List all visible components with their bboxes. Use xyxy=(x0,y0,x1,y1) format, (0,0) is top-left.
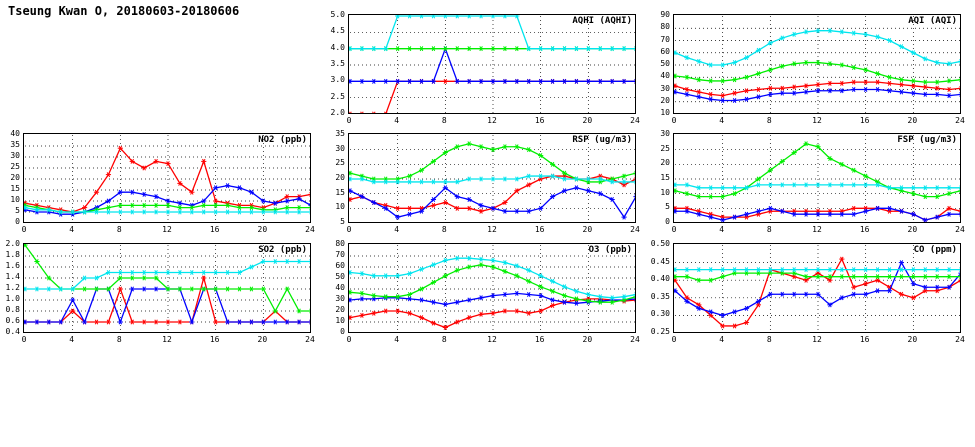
page-title: Tseung Kwan O, 20180603-20180606 xyxy=(8,4,240,18)
y-tick-so2-0: 0.4 xyxy=(5,327,20,336)
y-tick-no2-4: 20 xyxy=(10,173,20,182)
x-tick-rsp-5: 20 xyxy=(582,225,593,234)
x-tick-co-1: 4 xyxy=(719,335,725,344)
x-tick-so2-0: 0 xyxy=(21,335,27,344)
x-tick-co-4: 16 xyxy=(859,335,870,344)
y-tick-so2-3: 1.0 xyxy=(5,294,20,303)
x-tick-co-5: 20 xyxy=(907,335,918,344)
x-tick-rsp-4: 16 xyxy=(534,225,545,234)
y-tick-co-5: 0.50 xyxy=(650,239,670,248)
x-tick-aqi-5: 20 xyxy=(907,116,918,125)
plot-svg-o3 xyxy=(349,244,636,333)
y-tick-aqi-0: 10 xyxy=(660,108,670,117)
y-tick-aqhi-5: 4.5 xyxy=(330,26,345,36)
plot-area-co xyxy=(673,243,961,333)
x-tick-fsp-1: 4 xyxy=(719,225,725,234)
x-tick-no2-3: 12 xyxy=(162,225,172,234)
y-tick-o3-3: 30 xyxy=(335,294,345,303)
y-tick-aqi-8: 90 xyxy=(660,10,670,19)
y-tick-o3-7: 70 xyxy=(335,250,345,259)
chart-panel-no2 xyxy=(10,129,315,239)
x-tick-o3-6: 24 xyxy=(630,335,640,344)
panel-title-no2: NO2 (ppb) xyxy=(258,135,307,145)
series-series2 xyxy=(349,186,636,220)
y-tick-aqhi-3: 3.5 xyxy=(330,59,345,68)
x-tick-aqhi-6: 24 xyxy=(630,116,640,125)
y-tick-co-2: 0.35 xyxy=(650,291,670,301)
y-tick-aqi-1: 20 xyxy=(660,95,670,105)
x-tick-aqi-3: 12 xyxy=(812,116,822,125)
plot-area-aqhi xyxy=(348,14,636,114)
y-tick-fsp-6: 30 xyxy=(660,129,670,138)
panel-title-fsp: FSP (ug/m3) xyxy=(897,135,957,145)
y-tick-co-0: 0.25 xyxy=(650,327,670,336)
x-tick-aqhi-1: 4 xyxy=(394,116,400,125)
plot-svg-aqhi xyxy=(349,15,636,114)
y-tick-so2-8: 2.0 xyxy=(5,239,20,248)
x-tick-o3-0: 0 xyxy=(346,335,352,344)
series-series1 xyxy=(349,79,636,114)
x-tick-aqhi-5: 20 xyxy=(582,116,593,125)
x-tick-so2-4: 16 xyxy=(209,335,220,344)
series-series3 xyxy=(674,60,961,84)
plot-area-no2 xyxy=(23,133,311,223)
y-tick-o3-5: 50 xyxy=(335,272,345,281)
y-tick-o3-1: 10 xyxy=(335,316,345,325)
plot-area-so2 xyxy=(23,243,311,333)
y-tick-rsp-2: 15 xyxy=(335,187,345,197)
y-tick-so2-1: 0.6 xyxy=(5,316,20,325)
y-tick-rsp-3: 20 xyxy=(335,173,345,182)
x-tick-o3-4: 16 xyxy=(534,335,545,344)
chart-panel-so2 xyxy=(5,239,315,349)
panel-title-aqhi: AQHI (AQHI) xyxy=(572,16,632,26)
chart-panel-rsp xyxy=(335,129,640,239)
series-series2 xyxy=(24,287,311,325)
series-series4 xyxy=(24,259,311,291)
series-series4 xyxy=(349,256,636,300)
y-tick-rsp-6: 35 xyxy=(335,129,345,138)
x-tick-co-6: 24 xyxy=(955,335,965,344)
y-tick-aqi-3: 40 xyxy=(660,71,670,81)
chart-panel-aqhi xyxy=(330,10,640,130)
x-tick-co-0: 0 xyxy=(671,335,677,344)
series-series2 xyxy=(349,46,636,83)
y-tick-o3-2: 20 xyxy=(335,305,345,314)
x-tick-aqi-1: 4 xyxy=(719,116,725,125)
y-tick-o3-4: 40 xyxy=(335,283,345,292)
x-tick-o3-3: 12 xyxy=(487,335,497,344)
y-tick-aqhi-2: 3.0 xyxy=(330,75,345,85)
x-tick-fsp-3: 12 xyxy=(812,225,822,234)
plot-area-fsp xyxy=(673,133,961,223)
x-tick-aqhi-2: 8 xyxy=(441,116,447,125)
x-tick-co-2: 8 xyxy=(766,335,772,344)
x-tick-no2-6: 24 xyxy=(305,225,315,234)
x-tick-aqi-6: 24 xyxy=(955,116,965,125)
chart-panel-aqi xyxy=(660,10,965,130)
y-tick-co-4: 0.45 xyxy=(650,256,670,266)
chart-panel-fsp xyxy=(660,129,965,239)
x-tick-fsp-5: 20 xyxy=(907,225,918,234)
y-tick-co-1: 0.30 xyxy=(650,309,670,319)
y-tick-fsp-0: 0 xyxy=(665,217,670,226)
x-tick-rsp-0: 0 xyxy=(346,225,352,234)
x-tick-o3-5: 20 xyxy=(582,335,593,344)
y-tick-so2-5: 1.4 xyxy=(5,272,20,281)
x-tick-rsp-1: 4 xyxy=(394,225,400,234)
y-tick-so2-2: 0.8 xyxy=(5,305,20,314)
x-tick-o3-1: 4 xyxy=(394,335,400,344)
x-tick-so2-3: 12 xyxy=(162,335,172,344)
plot-svg-co xyxy=(674,244,961,333)
plot-area-o3 xyxy=(348,243,636,333)
y-tick-so2-7: 1.8 xyxy=(5,250,20,259)
y-tick-aqi-5: 60 xyxy=(660,46,670,56)
x-tick-so2-6: 24 xyxy=(305,335,315,344)
series-series2 xyxy=(674,206,961,222)
x-tick-rsp-2: 8 xyxy=(441,225,447,234)
y-tick-rsp-4: 25 xyxy=(335,158,345,168)
y-tick-fsp-5: 25 xyxy=(660,143,670,153)
x-tick-aqi-2: 8 xyxy=(766,116,772,125)
y-tick-rsp-5: 30 xyxy=(335,143,345,153)
plot-svg-no2 xyxy=(24,134,311,223)
x-tick-no2-0: 0 xyxy=(21,225,27,234)
y-tick-no2-5: 25 xyxy=(10,162,20,171)
x-tick-fsp-0: 0 xyxy=(671,225,677,234)
y-tick-fsp-4: 20 xyxy=(660,158,670,168)
y-tick-no2-2: 10 xyxy=(10,195,20,204)
x-tick-no2-5: 20 xyxy=(257,225,268,234)
plot-svg-rsp xyxy=(349,134,636,223)
y-tick-no2-6: 30 xyxy=(10,151,20,160)
x-tick-fsp-4: 16 xyxy=(859,225,870,234)
x-tick-aqhi-4: 16 xyxy=(534,116,545,125)
x-tick-so2-5: 20 xyxy=(257,335,268,344)
y-tick-o3-6: 60 xyxy=(335,261,345,270)
plot-svg-fsp xyxy=(674,134,961,223)
y-tick-fsp-3: 15 xyxy=(660,173,670,182)
x-tick-no2-1: 4 xyxy=(69,225,75,234)
panel-title-rsp: RSP (ug/m3) xyxy=(572,135,632,145)
y-tick-no2-8: 40 xyxy=(10,129,20,138)
y-tick-aqi-6: 70 xyxy=(660,34,670,44)
panel-title-aqi: AQI (AQI) xyxy=(908,16,957,26)
y-tick-no2-0: 0 xyxy=(15,217,20,226)
plot-svg-so2 xyxy=(24,244,311,333)
x-tick-rsp-6: 24 xyxy=(630,225,640,234)
plot-area-aqi xyxy=(673,14,961,114)
series-series3 xyxy=(674,142,961,199)
y-tick-aqi-4: 50 xyxy=(660,59,670,68)
x-tick-co-3: 12 xyxy=(812,335,822,344)
y-tick-fsp-2: 10 xyxy=(660,187,670,197)
chart-panel-o3 xyxy=(335,239,640,349)
y-tick-so2-4: 1.2 xyxy=(5,283,20,292)
x-tick-aqi-0: 0 xyxy=(671,116,677,125)
y-tick-co-3: 0.40 xyxy=(650,274,670,284)
x-tick-no2-2: 8 xyxy=(116,225,122,234)
x-tick-so2-1: 4 xyxy=(69,335,75,344)
y-tick-rsp-1: 10 xyxy=(335,202,345,212)
y-tick-rsp-0: 5 xyxy=(340,217,345,226)
x-tick-aqhi-0: 0 xyxy=(346,116,352,125)
plot-svg-aqi xyxy=(674,15,961,114)
y-tick-o3-8: 80 xyxy=(335,239,345,248)
y-tick-o3-0: 0 xyxy=(340,327,345,336)
panel-title-so2: SO2 (ppb) xyxy=(258,245,307,255)
y-tick-aqhi-6: 5.0 xyxy=(330,10,345,19)
series-series1 xyxy=(24,276,311,325)
y-tick-aqi-7: 80 xyxy=(660,22,670,32)
x-tick-rsp-3: 12 xyxy=(487,225,497,234)
y-tick-aqhi-1: 2.5 xyxy=(330,91,345,101)
chart-panel-co xyxy=(650,239,965,349)
panel-title-co: CO (ppm) xyxy=(913,245,957,255)
x-tick-so2-2: 8 xyxy=(116,335,122,344)
x-tick-aqi-4: 16 xyxy=(859,116,870,125)
x-tick-o3-2: 8 xyxy=(441,335,447,344)
y-tick-no2-1: 5 xyxy=(15,206,20,215)
y-tick-aqhi-4: 4.0 xyxy=(330,42,345,52)
series-series4 xyxy=(674,267,961,272)
x-tick-fsp-6: 24 xyxy=(955,225,965,234)
series-series4 xyxy=(674,183,961,190)
y-tick-fsp-1: 5 xyxy=(665,202,670,212)
x-tick-no2-4: 16 xyxy=(209,225,220,234)
panel-title-o3: O3 (ppb) xyxy=(588,245,632,255)
x-tick-aqhi-3: 12 xyxy=(487,116,497,125)
y-tick-no2-7: 35 xyxy=(10,140,20,149)
y-tick-aqi-2: 30 xyxy=(660,83,670,93)
y-tick-no2-3: 15 xyxy=(10,184,20,193)
y-tick-aqhi-0: 2.0 xyxy=(330,108,345,117)
x-tick-fsp-2: 8 xyxy=(766,225,772,234)
y-tick-so2-6: 1.6 xyxy=(5,261,20,270)
plot-area-rsp xyxy=(348,133,636,223)
